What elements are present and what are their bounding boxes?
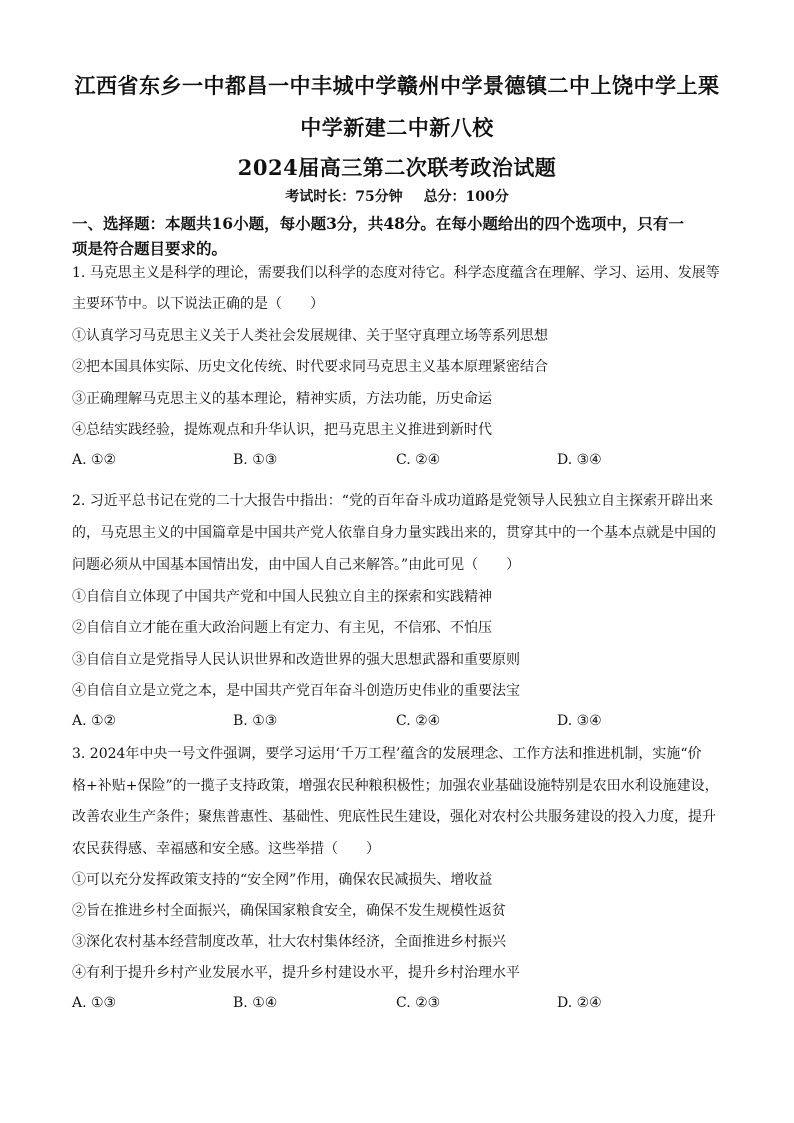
option-a[interactable]: A. ①③ bbox=[72, 995, 117, 1011]
question-3-stem: 农民获得感、幸福感和安全感。这些举措（ ） bbox=[72, 841, 380, 857]
question-2-stem: 问题必须从中国基本国情出发，由中国人自己来解答。”由此可见（ ） bbox=[72, 557, 521, 573]
option-b[interactable]: B. ①③ bbox=[233, 713, 278, 729]
option-c[interactable]: C. ②④ bbox=[396, 713, 441, 729]
option-d[interactable]: D. ③④ bbox=[557, 713, 602, 729]
option-d[interactable]: D. ③④ bbox=[557, 452, 602, 468]
title-line-2: 中学新建二中新八校 bbox=[300, 115, 494, 140]
option-c[interactable]: C. ②③ bbox=[396, 995, 441, 1011]
option-c[interactable]: C. ②④ bbox=[396, 452, 441, 468]
question-1-stem: 主要环节中。以下说法正确的是（ ） bbox=[72, 296, 324, 312]
question-1-statement: ①认真学习马克思主义关于人类社会发展规律、关于坚守真理立场等系列思想 bbox=[72, 328, 548, 344]
question-2-statement: ③自信自立是党指导人民认识世界和改造世界的强大思想武器和重要原则 bbox=[72, 652, 520, 668]
question-2-stem: 2. 习近平总书记在党的二十大报告中指出：“党的百年奋斗成功道路是党领导人民独立自主探索开辟出来 bbox=[72, 493, 713, 509]
question-3-options bbox=[72, 995, 732, 1015]
question-2-stem: 的，马克思主义的中国篇章是中国共产党人依靠自身力量实践出来的，贯穿其中的一个基本点就是中国的 bbox=[72, 525, 716, 541]
exam-total-score: 总分：100分 bbox=[423, 189, 509, 205]
question-3-statement: ①可以充分发挥政策支持的“安全网”作用，确保农民减损失、增收益 bbox=[72, 872, 493, 888]
question-2-options bbox=[72, 713, 732, 733]
section-heading-line-2: 项是符合题目要求的。 bbox=[72, 239, 228, 258]
question-2-statement: ④自信自立是立党之本，是中国共产党百年奋斗创造历史伟业的重要法宝 bbox=[72, 683, 520, 699]
option-b[interactable]: B. ①④ bbox=[233, 995, 278, 1011]
question-2-statement: ②自信自立才能在重大政治问题上有定力、有主见，不信邪、不怕压 bbox=[72, 620, 492, 636]
question-3-statement: ②旨在推进乡村全面振兴，确保国家粮食安全，确保不发生规模性返贫 bbox=[72, 903, 506, 919]
question-3-stem: 改善农业生产条件；聚焦普惠性、基础性、兜底性民生建设，强化对农村公共服务建设的投入力度，提升 bbox=[72, 809, 716, 825]
option-d[interactable]: D. ②④ bbox=[557, 995, 602, 1011]
question-1-statement: ③正确理解马克思主义的基本理论，精神实质，方法功能，历史命运 bbox=[72, 391, 492, 407]
exam-meta bbox=[60, 186, 734, 206]
option-a[interactable]: A. ①② bbox=[72, 713, 117, 729]
question-1-statement: ④总结实践经验，提炼观点和升华认识，把马克思主义推进到新时代 bbox=[72, 422, 492, 438]
question-1-statement: ②把本国具体实际、历史文化传统、时代要求同马克思主义基本原理紧密结合 bbox=[72, 359, 548, 375]
option-b[interactable]: B. ①③ bbox=[233, 452, 278, 468]
exam-duration: 考试时长：75分钟 bbox=[285, 189, 403, 205]
section-heading-line-1: 一、选择题：本题共16小题，每小题3分，共48分。在每小题给出的四个选项中，只有一 bbox=[72, 214, 684, 233]
question-1-options bbox=[72, 452, 732, 472]
option-a[interactable]: A. ①② bbox=[72, 452, 117, 468]
question-3-statement: ③深化农村基本经营制度改革，壮大农村集体经济，全面推进乡村振兴 bbox=[72, 934, 506, 950]
exam-title: 2024届高三第二次联考政治试题 bbox=[237, 155, 557, 180]
question-3-statement: ④有利于提升乡村产业发展水平，提升乡村建设水平，提升乡村治理水平 bbox=[72, 965, 520, 981]
question-3-stem: 格+补贴+保险”的一揽子支持政策，增强农民种粮积极性；加强农业基础设施特别是农田水利设施建设， bbox=[72, 778, 719, 794]
question-1-stem: 1. 马克思主义是科学的理论，需要我们以科学的态度对待它。科学态度蕴含在理解、学习、运用、发展等 bbox=[72, 265, 720, 281]
title-line-1: 江西省东乡一中都昌一中丰城中学赣州中学景德镇二中上饶中学上栗 bbox=[74, 73, 720, 98]
question-3-stem: 3. 2024年中央一号文件强调，要学习运用‘千万工程’蕴含的发展理念、工作方法和推进机制，实施“价 bbox=[72, 746, 702, 762]
question-2-statement: ①自信自立体现了中国共产党和中国人民独立自主的探索和实践精神 bbox=[72, 589, 492, 605]
